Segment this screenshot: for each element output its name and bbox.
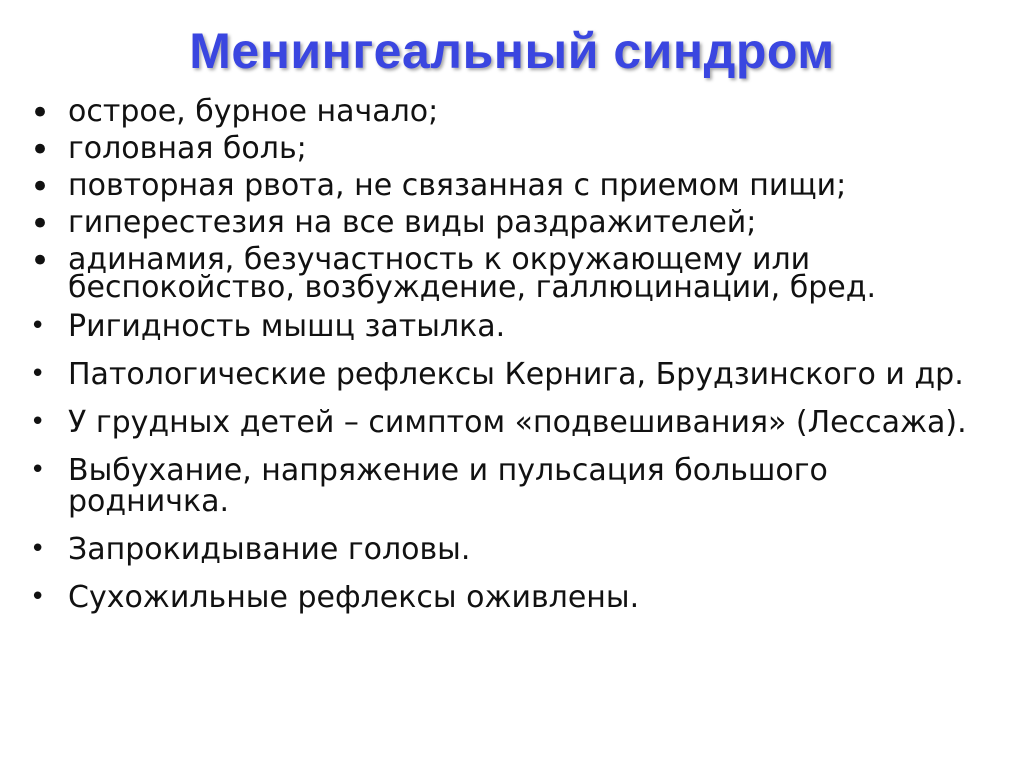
list-item-text: У грудных детей – симптом «подвешивания» (Лессажа). xyxy=(68,405,967,440)
list-item xyxy=(30,311,990,342)
bullet-icon: • xyxy=(30,311,46,341)
list-item-text: Сухожильные рефлексы оживлены. xyxy=(68,580,640,615)
symptom-list xyxy=(30,93,990,630)
list-item xyxy=(30,534,990,565)
bullet-icon: • xyxy=(30,582,46,612)
bullet-icon: • xyxy=(30,407,46,437)
list-item xyxy=(30,582,990,613)
bullet-icon: • xyxy=(30,359,46,389)
list-item-text: острое, бурное начало; xyxy=(68,94,439,129)
bullet-icon: • xyxy=(30,93,51,133)
list-item xyxy=(30,241,990,305)
bullet-icon: • xyxy=(30,167,51,207)
list-item xyxy=(30,359,990,390)
list-item-text: адинамия, безучастность к окружающему или беспокойство, возбуждение, галлюцинации, бред. xyxy=(68,242,877,305)
list-item xyxy=(30,93,990,133)
bullet-icon: • xyxy=(30,455,46,485)
list-item xyxy=(30,455,990,517)
bullet-icon: • xyxy=(30,130,51,170)
list-item-text: Запрокидывание головы. xyxy=(68,532,471,567)
list-item xyxy=(30,130,990,170)
list-item-text: повторная рвота, не связанная с приемом пищи; xyxy=(68,168,847,203)
bullet-icon: • xyxy=(30,204,51,244)
list-item xyxy=(30,204,990,244)
list-item xyxy=(30,407,990,438)
list-item-text: головная боль; xyxy=(68,131,307,166)
list-item-text: гиперестезия на все виды раздражителей; xyxy=(68,205,757,240)
list-item-text: Выбухание, напряжение и пульсация большого родничка. xyxy=(68,453,828,519)
slide-title: Менингеальный синдром xyxy=(189,23,835,79)
list-item-text: Патологические рефлексы Кернига, Брудзинского и др. xyxy=(68,357,964,392)
bullet-icon: • xyxy=(30,534,46,564)
bullet-icon: • xyxy=(30,241,51,281)
list-item-text: Ригидность мышц затылка. xyxy=(68,309,506,344)
list-item xyxy=(30,167,990,207)
